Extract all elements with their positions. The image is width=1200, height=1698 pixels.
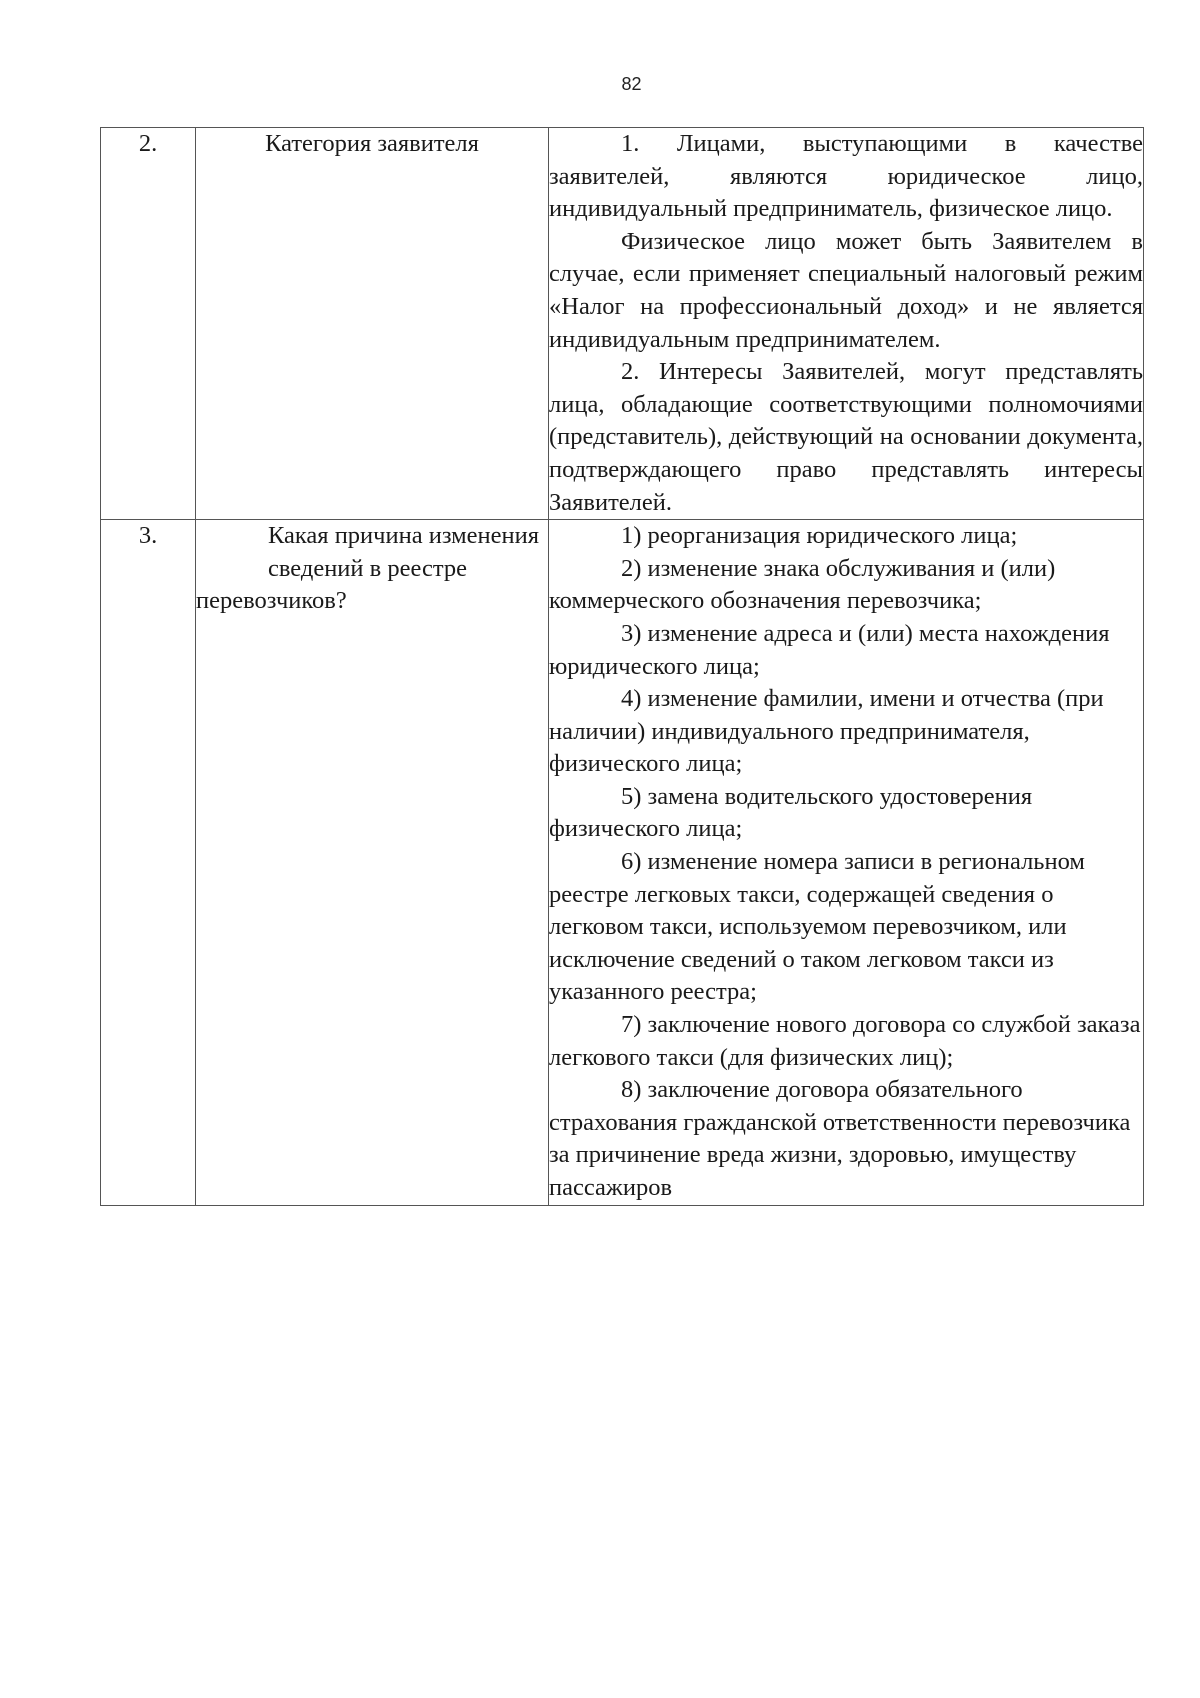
content-paragraph: 2. Интересы Заявителей, могут представлять лица, обладающие соответствующими полномочиями (представитель), действующий на основании документа, подтверждающего право представлять интересы Заявителей. bbox=[549, 358, 1143, 516]
row-number-cell bbox=[101, 520, 196, 1205]
list-item: 1) реорганизация юридического лица; bbox=[621, 522, 1018, 550]
row-label-cell bbox=[196, 128, 549, 520]
row-label: сведений в реестре перевозчиков? bbox=[196, 554, 467, 615]
content-paragraph: 1. Лицами, выступающими в качестве заявителей, являются юридическое лицо, индивидуальный предприниматель, физическое лицо. bbox=[549, 130, 1143, 223]
row-label-cell bbox=[196, 520, 549, 1205]
row-label: Категория заявителя bbox=[265, 130, 479, 157]
document-table bbox=[100, 127, 1144, 1206]
row-label: Какая причина изменения bbox=[268, 522, 540, 550]
row-number: 2. bbox=[138, 130, 158, 157]
list-item: 4) изменение фамилии, имени и отчества (при наличии) индивидуального предпринимателя, физического лица; bbox=[549, 685, 1104, 778]
content-paragraph: Физическое лицо может быть Заявителем в случае, если применяет специальный налоговый режим «Налог на профессиональный доход» и не является индивидуальным предпринимателем. bbox=[549, 227, 1143, 353]
table-row bbox=[101, 520, 1144, 1205]
row-number: 3. bbox=[138, 522, 158, 550]
page-number: 82 bbox=[621, 74, 642, 94]
list-item: 7) заключение нового договора со службой заказа легкового такси (для физических лиц); bbox=[549, 1011, 1141, 1071]
table-row bbox=[101, 128, 1144, 520]
list-item: 5) замена водительского удостоверения физического лица; bbox=[549, 782, 1033, 843]
row-number-cell bbox=[101, 128, 196, 520]
list-item: 2) изменение знака обслуживания и (или) коммерческого обозначения перевозчика; bbox=[549, 554, 1056, 615]
row-content-cell bbox=[549, 520, 1144, 1205]
row-content-cell bbox=[549, 128, 1144, 520]
list-item: 6) изменение номера записи в региональном реестре легковых такси, содержащей сведения о легковом такси, используемом перевозчиком, или исключение сведений о таком легковом такси из указанного реестра; bbox=[549, 848, 1085, 1006]
list-item: 8) заключение договора обязательного страхования гражданской ответственности перевозчика за причинение вреда жизни, здоровью, имуществу пассажиров bbox=[549, 1076, 1131, 1201]
list-item: 3) изменение адреса и (или) места нахождения юридического лица; bbox=[549, 619, 1110, 680]
